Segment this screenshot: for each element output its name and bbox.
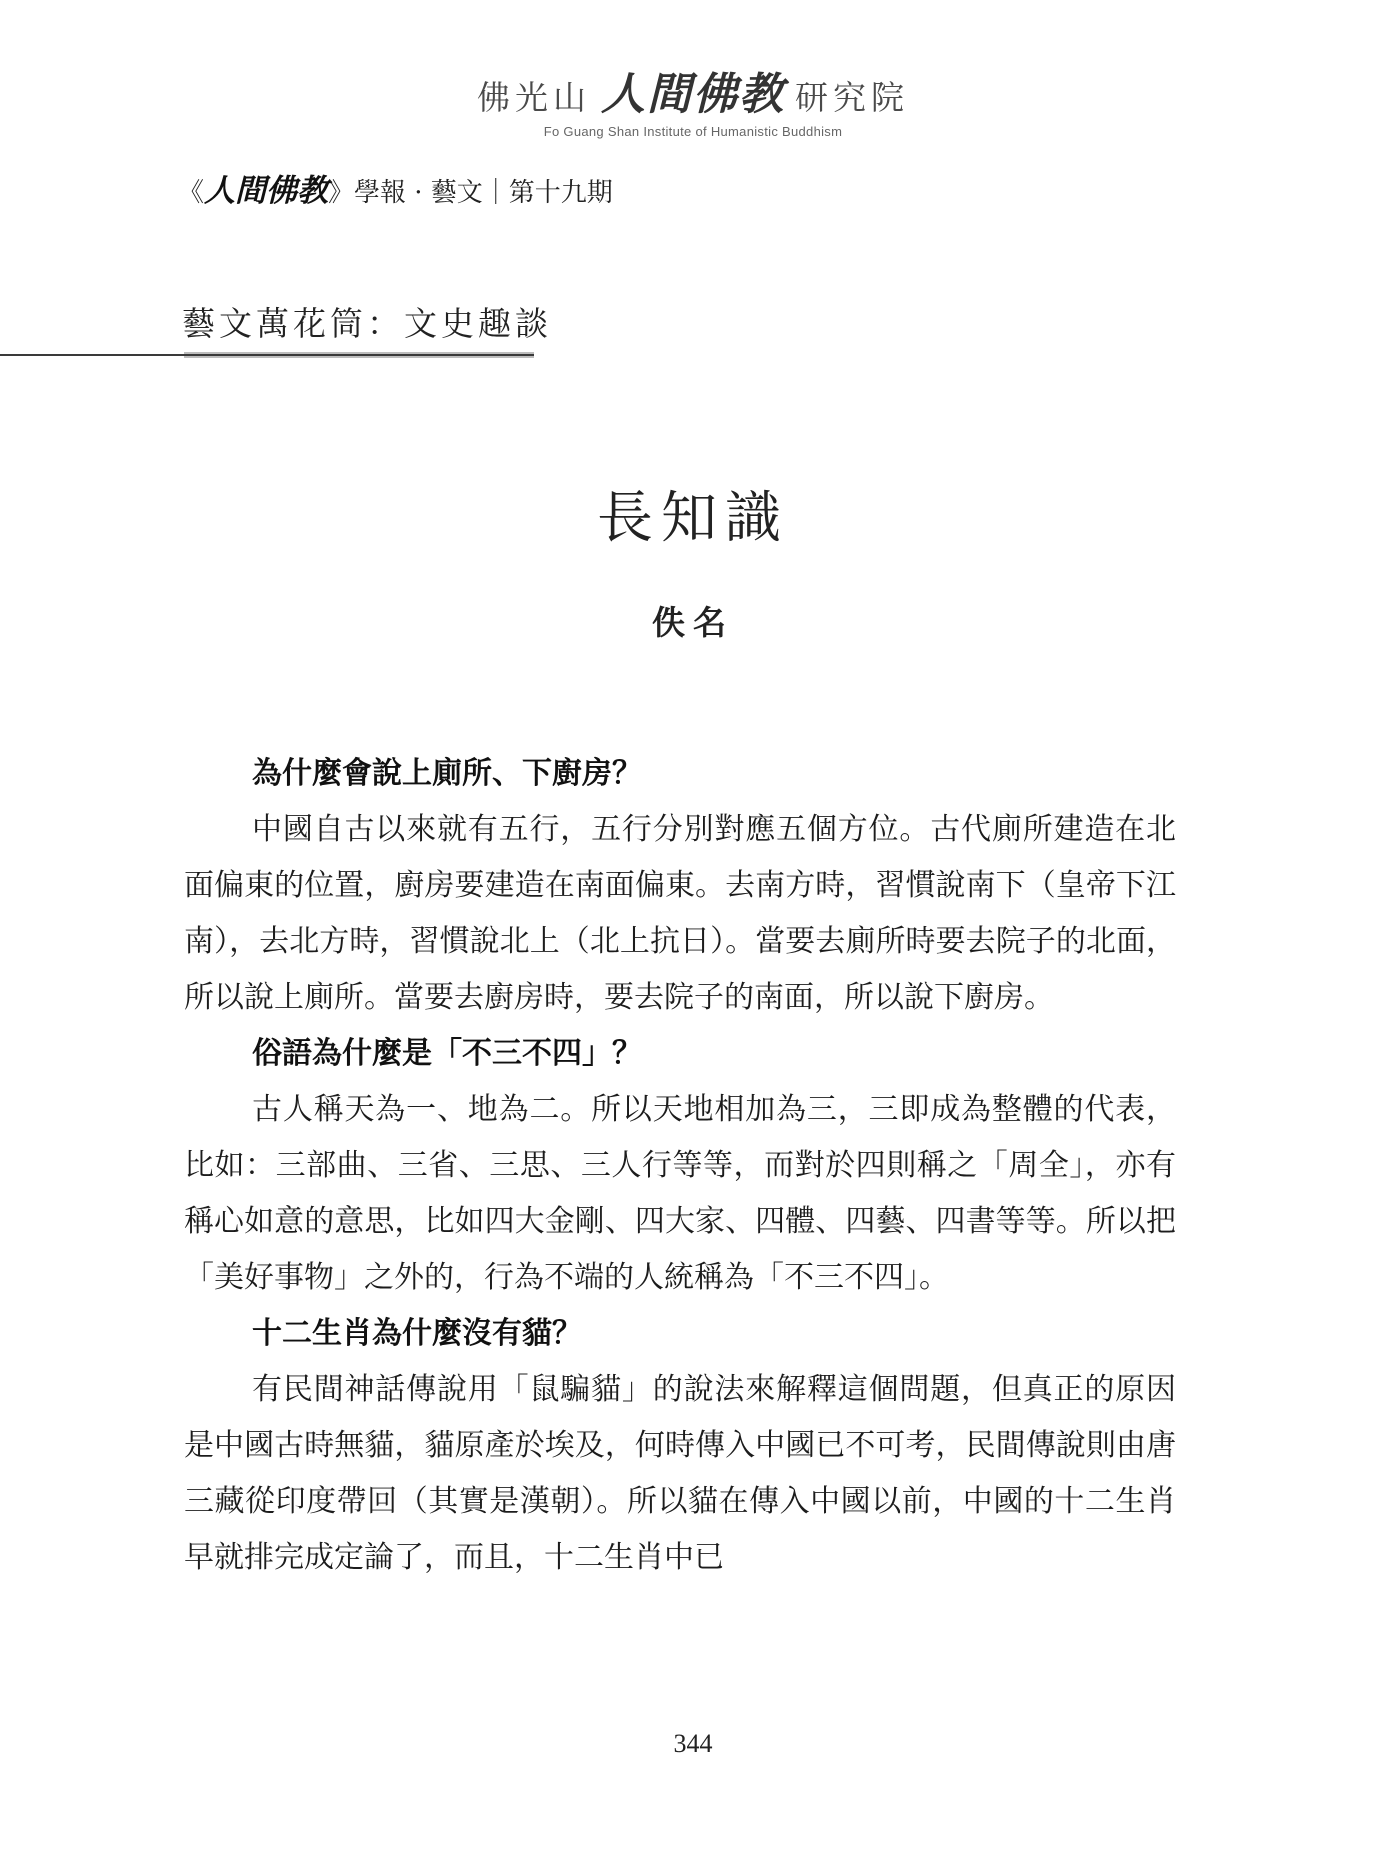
- question-heading: 俗語為什麼是「不三不四」？: [252, 1036, 642, 1071]
- article-title: 長知識: [597, 486, 789, 551]
- article-author: 佚名: [652, 603, 734, 642]
- institute-logo: [477, 58, 909, 122]
- institute-name-right: 研究院: [795, 78, 909, 117]
- question-heading: 為什麼會說上廁所、下廚房？: [252, 756, 642, 791]
- answer-paragraph: 中國自古以來就有五行，五行分別對應五個方位。古代廁所建造在北面偏東的位置，廚房要建造在南面偏東。去南方時，習慣說南下（皇帝下江南），去北方時，習慣說北上（北上抗日）。當要去廁所時要去院子的北面，所以說上廁所。當要去廚房時，要去院子的南面，所以說下廚房。: [184, 812, 1176, 1015]
- journal-brand-calligraphy: 人間佛教: [204, 173, 329, 209]
- institute-brand-calligraphy: 人間佛教: [601, 69, 785, 120]
- question-heading: 十二生肖為什麼沒有貓？: [252, 1316, 582, 1351]
- journal-open-bracket: 《: [178, 178, 205, 208]
- answer-paragraph: 古人稱天為一、地為二。所以天地相加為三，三即成為整體的代表，比如：三部曲、三省、三思、三人行等等，而對於四則稱之「周全」，亦有稱心如意的意思，比如四大金剛、四大家、四體、四藝、四書等等。所以把「美好事物」之外的，行為不端的人統稱為「不三不四」。: [184, 1092, 1176, 1295]
- institute-english-name: Fo Guang Shan Institute of Humanistic Buddhism: [543, 124, 843, 139]
- answer-paragraph: 有民間神話傳說用「鼠騙貓」的說法來解釋這個問題，但真正的原因是中國古時無貓，貓原產於埃及，何時傳入中國已不可考，民間傳說則由唐三藏從印度帶回（其實是漢朝）。所以貓在傳入中國以前，中國的十二生肖早就排完成定論了，而且，十二生肖中已: [184, 1372, 1176, 1575]
- section-title: 藝文萬花筒：文史趣談: [182, 304, 552, 343]
- page-number: 344: [673, 1729, 713, 1758]
- institute-name-left: 佛光山: [477, 78, 591, 117]
- institute-header: [0, 58, 1386, 139]
- article-body: [184, 746, 1176, 1586]
- journal-running-head: [178, 165, 613, 210]
- journal-issue-text: 》學報 · 藝文｜第十九期: [328, 178, 613, 208]
- section-divider: [0, 354, 534, 356]
